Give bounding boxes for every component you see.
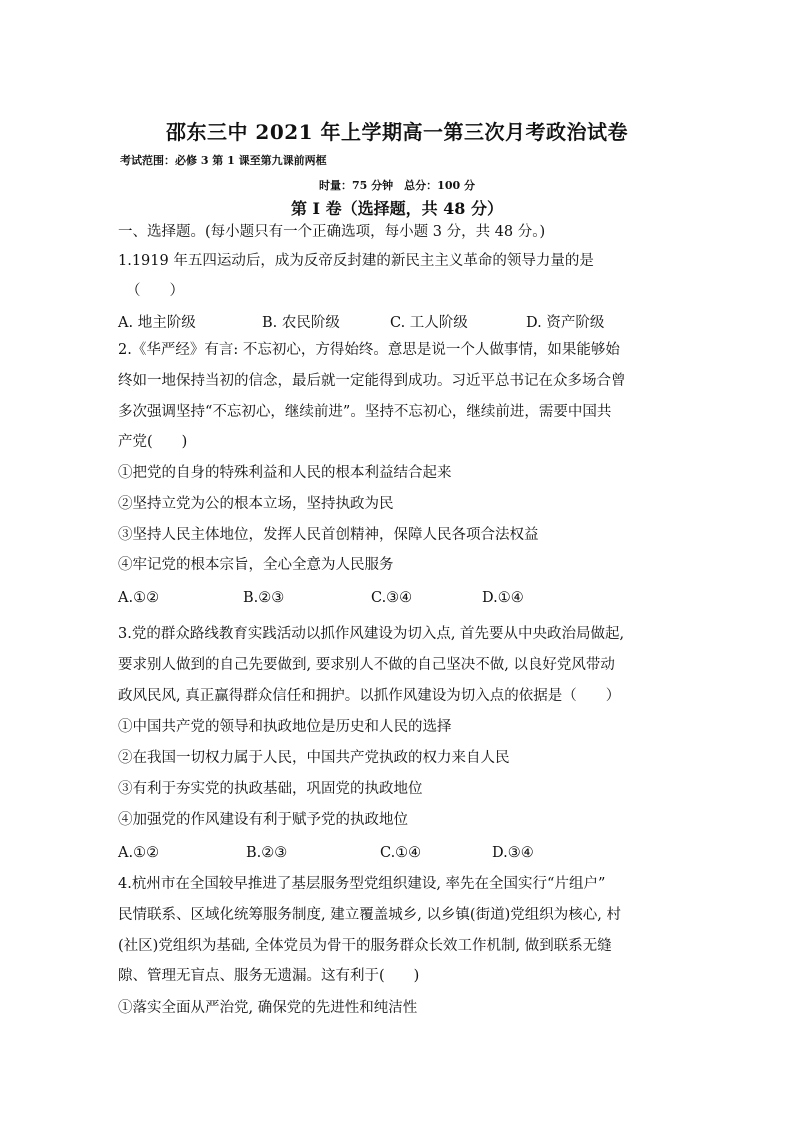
q3-option: ①中国共产党的领导和执政地位是历史和人民的选择 [118, 719, 452, 735]
q4-stem-line: 4.杭州市在全国较早推进了基层服务型党组织建设, 率先在全国实行“片组户” [118, 876, 606, 892]
section-instruction: 一、选择题。(每小题只有一个正确选项，每小题 3 分，共 48 分。) [118, 224, 546, 240]
q3-option: ③有利于夯实党的执政基础，巩固党的执政地位 [118, 781, 423, 797]
q2-stem-line: 产党( ) [118, 434, 188, 450]
q2-option: ①把党的自身的特殊利益和人民的根本利益结合起来 [118, 465, 452, 481]
q1-choice-a: A. 地主阶级 [118, 315, 196, 331]
q1-choice-d: D. 资产阶级 [526, 315, 605, 331]
q3-stem-line: 3.党的群众路线教育实践活动以抓作风建设为切入点, 首先要从中央政治局做起, [118, 626, 625, 642]
q4-stem-line: (社区)党组织为基础, 全体党员为骨干的服务群众长效工作机制, 做到联系无缝 [118, 938, 612, 954]
q3-option: ④加强党的作风建设有利于赋予党的执政地位 [118, 812, 408, 828]
q2-option: ④牢记党的根本宗旨，全心全意为人民服务 [118, 557, 394, 573]
q1-choice-b: B. 农民阶级 [262, 315, 340, 331]
q4-stem-line: 民情联系、区域化统筹服务制度, 建立覆盖城乡, 以乡镇(街道)党组织为核心, 村 [118, 907, 621, 923]
q2-stem-line: 多次强调坚持“不忘初心，继续前进”。坚持不忘初心，继续前进，需要中国共 [118, 404, 612, 420]
q4-option: ①落实全面从严治党, 确保党的先进性和纯洁性 [118, 1000, 418, 1016]
q3-choice-c: C.①④ [380, 845, 422, 861]
exam-time-score: 时量：75 分钟 总分：100 分 [319, 179, 475, 192]
q3-stem-line: 政风民风, 真正赢得群众信任和拥护。以抓作风建设为切入点的依据是（ ） [118, 688, 621, 704]
q3-option: ②在我国一切权力属于人民，中国共产党执政的权力来自人民 [118, 750, 510, 766]
q1-stem-line: （ ） [126, 283, 184, 299]
q2-choice-d: D.①④ [482, 590, 524, 606]
q3-stem-line: 要求别人做到的自己先要做到, 要求别人不做的自己坚决不做, 以良好党风带动 [118, 657, 615, 673]
section-title: 第 I 卷（选择题，共 48 分） [290, 199, 504, 218]
q2-choice-b: B.②③ [243, 590, 285, 606]
q2-choice-a: A.①② [118, 590, 160, 606]
q2-stem-line: 2.《华严经》有言: 不忘初心，方得始终。意思是说一个人做事情，如果能够始 [118, 342, 620, 358]
exam-title: 邵东三中 2021 年上学期高一第三次月考政治试卷 [165, 120, 629, 144]
q4-stem-line: 隙、管理无盲点、服务无遗漏。这有利于( ) [118, 968, 420, 984]
q2-choice-c: C.③④ [371, 590, 413, 606]
q2-option: ③坚持人民主体地位，发挥人民首创精神，保障人民各项合法权益 [118, 527, 539, 543]
q3-choice-a: A.①② [118, 845, 160, 861]
exam-range: 考试范围：必修 3 第 1 课至第九课前两框 [120, 154, 327, 167]
q2-stem-line: 终如一地保持当初的信念，最后就一定能得到成功。习近平总书记在众多场合曾 [118, 373, 626, 389]
q3-choice-b: B.②③ [246, 845, 288, 861]
q2-option: ②坚持立党为公的根本立场，坚持执政为民 [118, 496, 394, 512]
q1-choice-c: C. 工人阶级 [390, 315, 468, 331]
q1-stem-line: 1.1919 年五四运动后，成为反帝反封建的新民主主义革命的领导力量的是 [118, 253, 594, 269]
q3-choice-d: D.③④ [492, 845, 534, 861]
